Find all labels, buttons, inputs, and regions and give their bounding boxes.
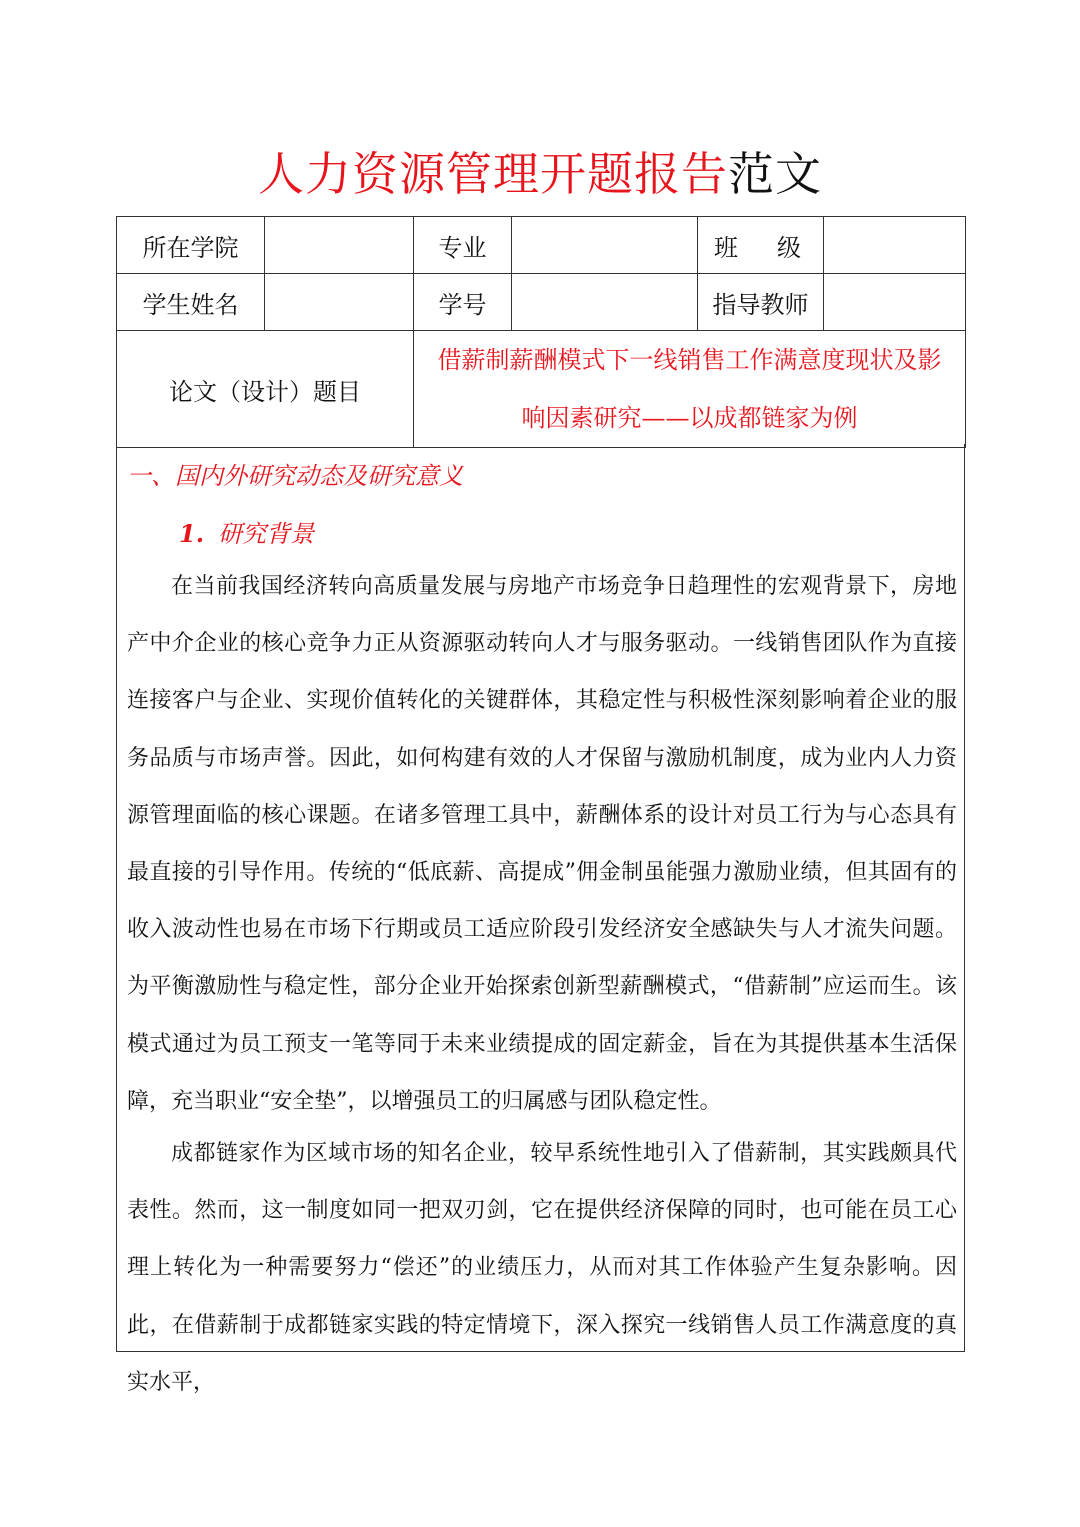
class-label-part-2: 级 — [777, 233, 801, 262]
content-cell — [116, 444, 965, 1395]
sub-heading — [179, 514, 314, 549]
college-label: 所在学院 — [117, 217, 265, 274]
form-row-topic — [117, 331, 966, 448]
body-paragraph: 成都链家作为区域市场的知名企业，较早系统性地引入了借薪制，其实践颇具代表性。然而，这一制度如同一把双刃剑，它在提供经济保障的同时，也可能在员工心理上转化为一种需要努力“偿还”的业绩压力，从而对其工作体验产生复杂影响。因此，在借薪制于成都链家实践的特定情境下，深入探究一线销售人员工作满意度的真实水平， — [127, 1141, 957, 1395]
sub-heading-number: 1. — [179, 519, 205, 548]
student-name-value[interactable] — [265, 274, 414, 331]
section-heading: 一、国内外研究动态及研究意义 — [127, 462, 463, 490]
advisor-label: 指导教师 — [698, 274, 824, 331]
student-id-label: 学号 — [414, 274, 512, 331]
page-title-black: 范文 — [728, 147, 822, 201]
major-value[interactable] — [512, 217, 698, 274]
page-title-red: 人力资源管理开题报告 — [258, 147, 728, 201]
student-name-label: 学生姓名 — [117, 274, 265, 331]
form-row-college — [117, 217, 966, 274]
info-form-table — [116, 216, 966, 448]
page-title — [0, 142, 1080, 206]
body-paragraph: 在当前我国经济转向高质量发展与房地产市场竞争日趋理性的宏观背景下，房地产中介企业的核心竞争力正从资源驱动转向人才与服务驱动。一线销售团队作为直接连接客户与企业、实现价值转化的关键群体，其稳定性与积极性深刻影响着企业的服务品质与市场声誉。因此，如何构建有效的人才保留与激励机制度，成为业内人力资源管理面临的核心课题。在诸多管理工具中，薪酬体系的设计对员工行为与心态具有最直接的引导作用。传统的“低底薪、高提成”佣金制虽能强力激励业绩，但其固有的收入波动性也易在市场下行期或员工适应阶段引发经济安全感缺失与人才流失问题。为平衡激励性与稳定性，部分企业开始探索创新型薪酬模式，“借薪制”应运而生。该模式通过为员工预支一笔等同于未来业绩提成的固定薪金，旨在为其提供基本生活保障，充当职业“安全垫”，以增强员工的归属感与团队稳定性。 — [127, 574, 957, 1114]
major-label: 专业 — [414, 217, 512, 274]
student-id-value[interactable] — [512, 274, 698, 331]
class-label-part-1: 班 — [714, 233, 738, 262]
advisor-value[interactable] — [824, 274, 966, 331]
class-value[interactable] — [824, 217, 966, 274]
college-value[interactable] — [265, 217, 414, 274]
topic-value: 借薪制薪酬模式下一线销售工作满意度现状及影响因素研究——以成都链家为例 — [437, 346, 942, 432]
topic-label: 论文（设计）题目 — [117, 331, 414, 448]
topic-value-cell — [414, 331, 966, 448]
form-row-student — [117, 274, 966, 331]
class-label — [698, 217, 824, 274]
sub-heading-text: 研究背景 — [218, 520, 315, 548]
